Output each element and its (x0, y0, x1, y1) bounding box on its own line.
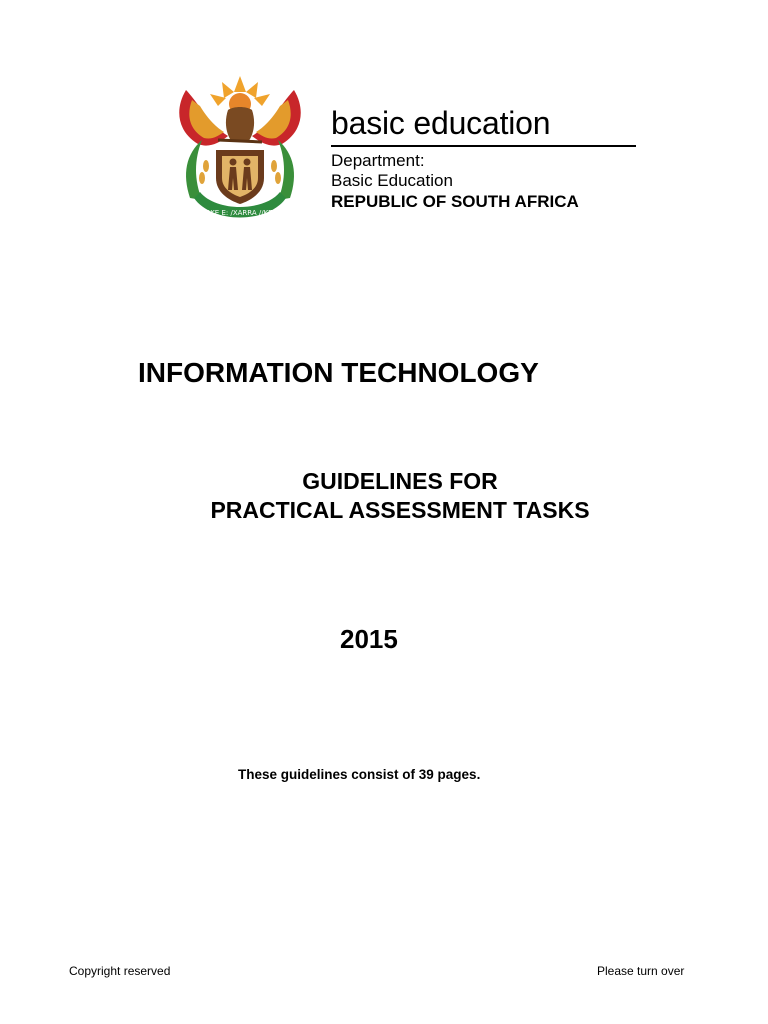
coat-of-arms-logo (172, 70, 308, 228)
department-name: Basic Education (331, 171, 453, 190)
footer-turn-over: Please turn over (597, 964, 685, 978)
subject-title: INFORMATION TECHNOLOGY (138, 357, 539, 388)
motto-text: !KE E: /XARRA //KE (207, 209, 273, 217)
brand-underline (331, 145, 636, 147)
document-title (0, 467, 768, 525)
document-title-line-1: GUIDELINES FOR (302, 468, 498, 494)
document-title-line-2: PRACTICAL ASSESSMENT TASKS (210, 497, 590, 523)
page-count-note: These guidelines consist of 39 pages. (238, 767, 481, 782)
footer-copyright: Copyright reserved (69, 964, 171, 978)
year-label: 2015 (340, 624, 398, 654)
brand-name: basic education (331, 105, 551, 141)
department-label: Department: (331, 151, 425, 170)
country-name: REPUBLIC OF SOUTH AFRICA (331, 192, 579, 211)
